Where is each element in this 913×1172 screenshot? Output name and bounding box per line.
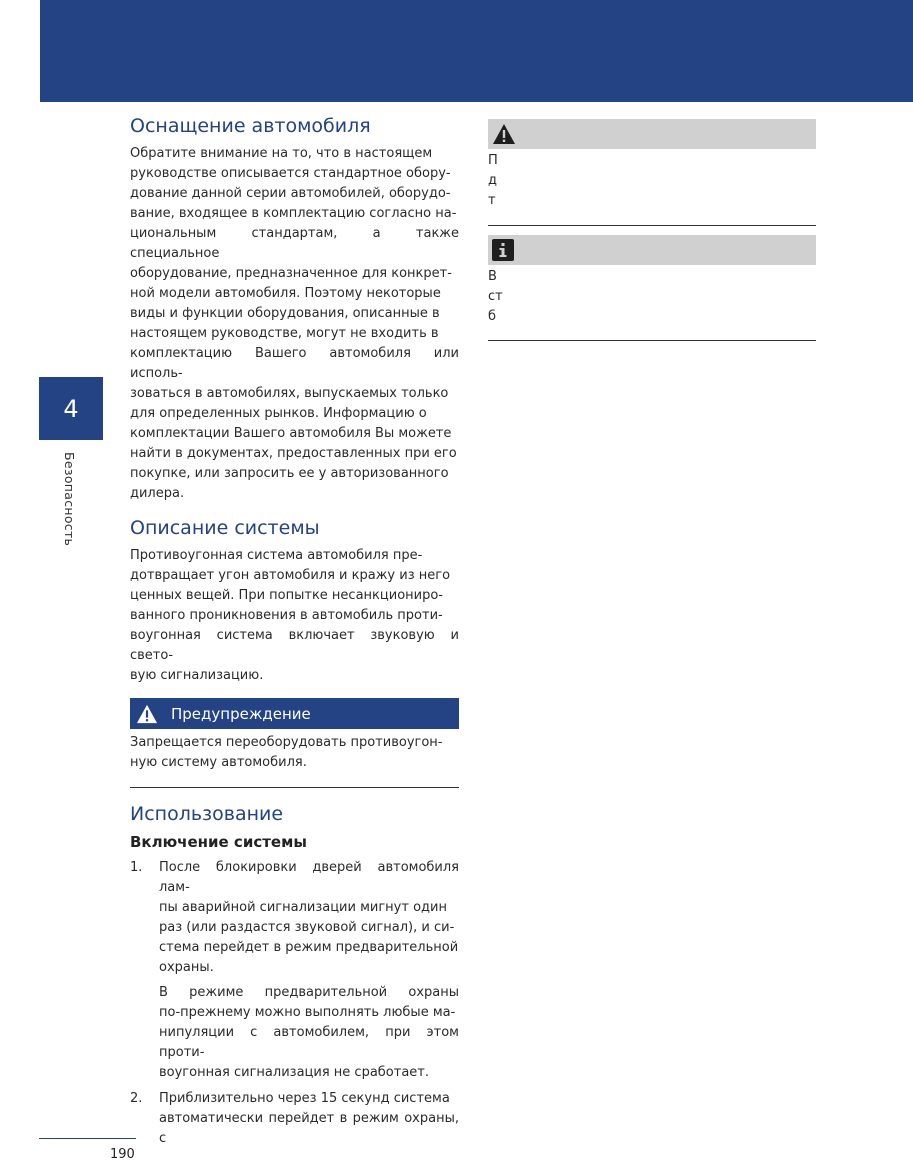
text-line: воугонная система включает звуковую и свето- (130, 628, 459, 663)
text-line: Приблизительно через 15 секунд система (159, 1091, 450, 1106)
list-item (130, 858, 459, 1083)
chapter-title-vertical: Безопасность (62, 452, 77, 547)
text-line: Запрещается переоборудовать противоугон- (130, 735, 443, 750)
divider (130, 787, 459, 788)
text-line: покупке, или запросить ее у авторизованного (130, 466, 449, 481)
left-column (130, 112, 459, 1149)
warning-text (130, 733, 459, 773)
text-line: пы аварийной сигнализации мигнут один (159, 900, 447, 915)
text-line: воугонная сигнализация не сработает. (159, 1065, 429, 1080)
text-line: б (488, 309, 497, 324)
info-fragment-text (488, 267, 816, 327)
equipment-paragraph (130, 144, 459, 504)
text-line: комплектацию Вашего автомобиля или исполь- (130, 346, 459, 381)
footer-rule (39, 1138, 136, 1139)
text-line: стема перейдет в режим предварительной (159, 940, 459, 955)
text-line: вание, входящее в комплектацию согласно на- (130, 206, 457, 221)
description-paragraph (130, 546, 459, 686)
text-line: руководстве описывается стандартное обору- (130, 166, 451, 181)
warning-banner (130, 698, 459, 729)
text-line: После блокировки дверей автомобиля лам- (159, 860, 459, 895)
text-line: ной модели автомобиля. Поэтому некоторые (130, 286, 441, 301)
step-number: 1. (130, 860, 143, 875)
text-line: В (488, 269, 497, 284)
divider (488, 340, 816, 341)
text-line: автоматически перейдет в режим охраны, с (159, 1111, 459, 1146)
text-line: Обратите внимание на то, что в настоящем (130, 146, 433, 161)
text-line: д (488, 173, 497, 188)
text-line: комплектации Вашего автомобиля Вы можете (130, 426, 452, 441)
section-heading-equipment: Оснащение автомобиля (130, 115, 371, 137)
text-line: раз (или раздастся звуковой сигнал), и си- (159, 920, 455, 935)
text-line: циональным стандартам, а также специальное (130, 226, 459, 261)
warning-triangle-icon (136, 703, 158, 725)
text-line: дотвращает угон автомобиля и кражу из него (130, 568, 451, 583)
info-header-bar (488, 235, 816, 265)
text-line: зоваться в автомобилях, выпускаемых только (130, 386, 449, 401)
text-line: оборудование, предназначенное для конкрет- (130, 266, 452, 281)
text-line: для определенных рынков. Информацию о (130, 406, 427, 421)
warning-triangle-icon (492, 123, 516, 145)
text-line: В режиме предварительной охраны (159, 985, 459, 1000)
text-line: вую сигнализацию. (130, 668, 264, 683)
list-item (130, 1089, 459, 1149)
text-line: виды и функции оборудования, описанные в (130, 306, 440, 321)
text-line: найти в документах, предоставленных при его (130, 446, 457, 461)
right-column (488, 119, 816, 341)
text-line: ную систему автомобиля. (130, 755, 307, 770)
text-line: настоящем руководстве, могут не входить в (130, 326, 439, 341)
page-number: 190 (110, 1147, 135, 1162)
text-line: ценных вещей. При попытке несанкциониро- (130, 588, 443, 603)
text-line: ст (488, 289, 503, 304)
warning-fragment-text (488, 151, 816, 211)
info-icon (492, 239, 514, 261)
text-line: нипуляции с автомобилем, при этом проти- (159, 1025, 459, 1060)
text-line: Противоугонная система автомобиля пре- (130, 548, 423, 563)
divider (488, 225, 816, 226)
section-heading-usage: Использование (130, 803, 284, 825)
text-line: т (488, 193, 496, 208)
step-number: 2. (130, 1091, 143, 1106)
text-line: дилера. (130, 486, 185, 501)
text-line: П (488, 153, 498, 168)
chapter-number: 4 (63, 394, 79, 423)
top-header-band (40, 0, 913, 102)
steps-list (130, 858, 459, 1149)
warning-label: Предупреждение (171, 704, 311, 723)
chapter-number-tab (39, 377, 103, 440)
text-line: ванного проникновения в автомобиль проти- (130, 608, 443, 623)
text-line: охраны. (159, 960, 214, 975)
warning-header-bar (488, 119, 816, 149)
text-line: дование данной серии автомобилей, оборудо- (130, 186, 451, 201)
section-heading-description: Описание системы (130, 517, 320, 539)
text-line: по-прежнему можно выполнять любые ма- (159, 1005, 456, 1020)
subheading-activation: Включение системы (130, 833, 307, 851)
